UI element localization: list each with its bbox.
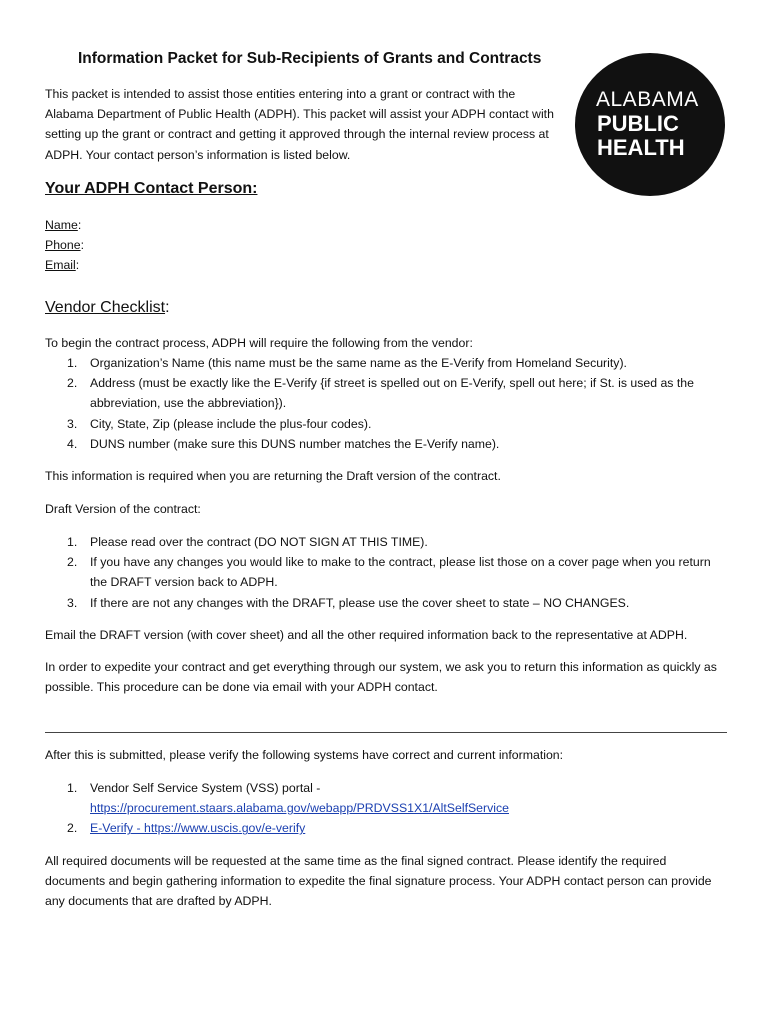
phone-colon: : [80,238,84,252]
item-text: Address (must be exactly like the E-Verify {if street is spelled out on E-Verify, spell out here; if St. is used as the abbreviation, use the abbreviation}). [90,376,694,411]
intro-paragraph: This packet is intended to assist those entities entering into a grant or contract with the Alabama Department of Public Health (ADPH). This packet will assist your ADPH contact with setting up the grant or contract and getting it approved through the internal review process at ADPH. Your contact person’s information is listed below. [45,87,554,162]
item-number: 4. [67,436,78,451]
logo-line-1: ALABAMA [596,88,699,111]
logo-line-3: HEALTH [597,135,685,160]
systems-list [45,778,715,839]
contact-email-row [45,255,79,275]
item-number: 1. [67,356,78,370]
email-label: Email [45,258,76,272]
contact-name-row [45,215,81,235]
list-item [45,353,715,373]
alabama-public-health-logo [575,53,725,196]
item-number: 2. [67,821,78,836]
list-item [45,818,715,838]
name-colon: : [77,218,82,232]
email-note: Email the DRAFT version (with cover sheet) and all the other required information back to the representative at ADPH. [45,628,688,642]
item-text: If there are not any changes with the DRAFT, please use the cover sheet to state – NO CHANGES. [90,595,630,610]
vendor-checklist [45,353,715,454]
page-title: Information Packet for Sub-Recipients of Grants and Contracts [78,50,542,67]
item-text: If you have any changes you would like to make to the contract, please list those on a cover page when you return the DRAFT version back to ADPH. [90,555,711,590]
vendor-heading: Vendor Checklist [45,299,166,316]
list-item [45,593,715,613]
required-note: This information is required when you are returning the Draft version of the contract. [45,469,501,483]
list-item [45,532,715,552]
phone-label: Phone [45,238,81,252]
name-label: Name [45,218,78,232]
draft-lead: Draft Version of the contract: [45,502,201,516]
item-text: Vendor Self Service System (VSS) portal - [90,781,321,795]
e-verify-link[interactable]: E-Verify - https://www.uscis.gov/e-verify [90,821,306,836]
vss-portal-link[interactable]: https://procurement.staars.alabama.gov/webapp/PRDVSS1X1/AltSelfService [90,801,509,816]
list-item [45,414,715,434]
item-text: Please read over the contract (DO NOT SIGN AT THIS TIME). [90,535,428,549]
item-number: 1. [67,535,78,549]
vendor-heading-colon: : [165,299,170,316]
item-number: 1. [67,781,78,795]
vendor-heading-row [45,299,170,317]
item-number: 2. [67,376,78,391]
closing-paragraph: All required documents will be requested at the same time as the final signed contract. Please identify the required documents and begin gathering information to expedite the final signature process. Your ADPH contact person can provide any documents that are drafted by ADPH. [45,854,712,909]
draft-checklist [45,532,715,613]
item-text: DUNS number (make sure this DUNS number matches the E-Verify name). [90,436,500,451]
vendor-lead: To begin the contract process, ADPH will require the following from the vendor: [45,336,473,350]
contact-heading: Your ADPH Contact Person: [45,180,258,197]
item-text: Organization’s Name (this name must be the same name as the E-Verify from Homeland Security). [90,356,627,370]
section-divider [45,732,727,733]
expedite-note: In order to expedite your contract and get everything through our system, we ask you to return this information as quickly as possible. This procedure can be done via email with your ADPH contact. [45,660,717,695]
list-item [45,434,715,454]
email-colon: : [75,258,80,272]
list-item [45,552,715,592]
item-number: 2. [67,555,78,570]
item-number: 3. [67,416,78,431]
after-lead: After this is submitted, please verify the following systems have correct and current information: [45,748,564,762]
list-item [45,778,715,818]
contact-phone-row [45,235,84,255]
item-text: City, State, Zip (please include the plus-four codes). [90,416,372,431]
list-item [45,373,715,413]
logo-line-2: PUBLIC [597,111,679,136]
item-number: 3. [67,595,78,610]
